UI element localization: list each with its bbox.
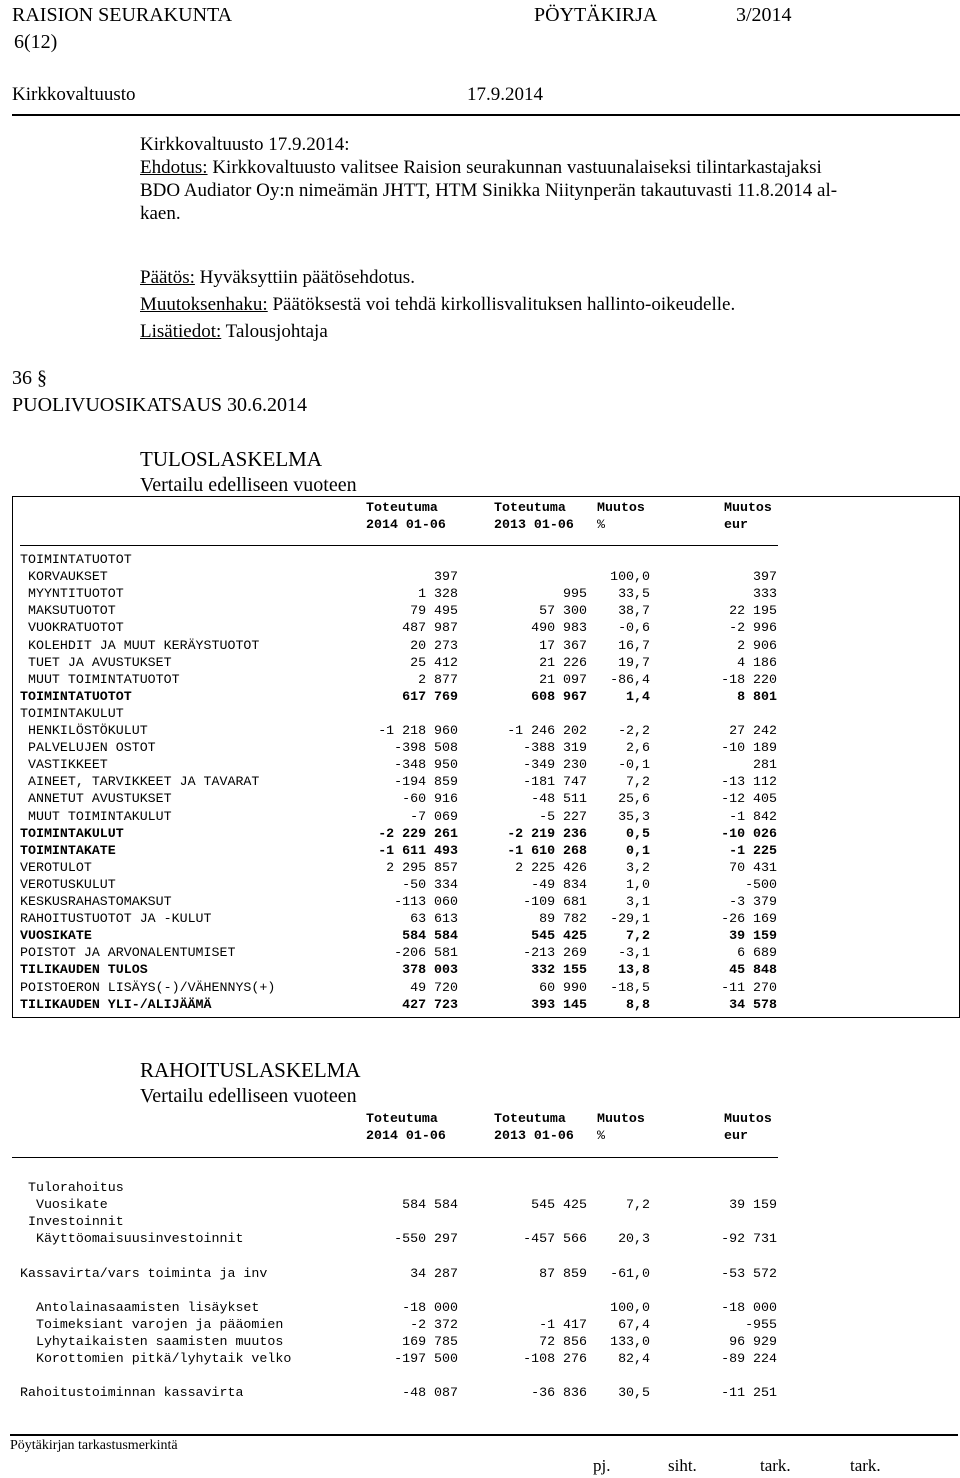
- doc-number: 3/2014: [736, 4, 792, 26]
- cashflow-row: [20, 1266, 780, 1283]
- value-2013-cell: 490 983: [531, 620, 587, 636]
- signature-examiner-2: tark.: [850, 1456, 881, 1475]
- value-2013-cell: -349 230: [523, 757, 587, 773]
- income-header-rule: [20, 545, 778, 546]
- change-percent-cell: -29,1: [610, 911, 650, 927]
- change-eur-cell: 4 186: [737, 654, 777, 670]
- decision-label: Päätös:: [140, 267, 195, 288]
- signature-examiner-1: tark.: [760, 1456, 791, 1475]
- proposal-line-3: kaen.: [140, 203, 181, 224]
- change-eur-cell: 70 431: [729, 859, 777, 875]
- change-eur-cell: 39 159: [729, 1197, 777, 1213]
- change-percent-cell: 38,7: [618, 603, 650, 619]
- label-cell: PALVELUJEN OSTOT: [20, 740, 156, 756]
- value-2014-cell: -2 372: [410, 1316, 458, 1332]
- footer-label: Pöytäkirjan tarkastusmerkintä: [10, 1438, 178, 1453]
- value-2014-cell: -348 950: [394, 757, 458, 773]
- change-eur-cell: -3 379: [729, 894, 777, 909]
- income-table-body: [20, 552, 780, 1012]
- label-cell: Tulorahoitus: [20, 1180, 124, 1195]
- cashflow-col-a2: 2014 01-06: [366, 1128, 446, 1143]
- cashflow-header-rule: [12, 1157, 778, 1158]
- change-percent-cell: 3,2: [626, 859, 650, 875]
- value-2014-cell: -2 229 261: [378, 825, 458, 841]
- income-subtitle: Vertailu edelliseen vuoteen: [140, 474, 357, 496]
- label-cell: HENKILÖSTÖKULUT: [20, 723, 148, 738]
- change-eur-cell: -89 224: [721, 1351, 777, 1366]
- info-text: Talousjohtaja: [221, 321, 328, 342]
- income-row: [20, 809, 780, 826]
- value-2014-cell: -194 859: [394, 774, 458, 790]
- change-percent-cell: 100,0: [610, 569, 650, 585]
- label-cell: TILIKAUDEN YLI-/ALIJÄÄMÄ: [20, 996, 212, 1012]
- value-2014-cell: 1 328: [418, 586, 458, 602]
- change-percent-cell: 8,8: [626, 996, 650, 1012]
- cashflow-col-b1: Toteutuma: [494, 1111, 566, 1126]
- value-2014-cell: 427 723: [402, 996, 458, 1012]
- value-2013-cell: 995: [563, 586, 587, 602]
- value-2014-cell: -398 508: [394, 740, 458, 756]
- income-col-d1: Muutos: [724, 500, 772, 515]
- income-row: [20, 928, 780, 945]
- label-cell: Antolainasaamisten lisäykset: [20, 1299, 260, 1315]
- value-2013-cell: 393 145: [531, 996, 587, 1012]
- page-number: 6(12): [14, 31, 58, 53]
- label-cell: MUUT TOIMINTATUOTOT: [20, 671, 180, 687]
- income-row: [20, 569, 780, 586]
- change-percent-cell: 7,2: [626, 774, 650, 790]
- cashflow-col-p2: %: [597, 1128, 605, 1143]
- value-2014-cell: -60 916: [402, 791, 458, 807]
- value-2014-cell: 20 273: [410, 637, 458, 653]
- meeting-ref: Kirkkovaltuusto 17.9.2014:: [140, 134, 350, 155]
- section-title: PUOLIVUOSIKATSAUS 30.6.2014: [12, 394, 308, 416]
- change-eur-cell: -18 220: [721, 671, 777, 687]
- change-percent-cell: 33,5: [618, 586, 650, 602]
- cashflow-subtitle: Vertailu edelliseen vuoteen: [140, 1085, 357, 1107]
- doc-type: PÖYTÄKIRJA: [534, 4, 658, 26]
- cashflow-row: [20, 1368, 780, 1385]
- income-col-p2: %: [597, 517, 605, 532]
- value-2013-cell: 21 226: [539, 654, 587, 670]
- label-cell: Korottomien pitkä/lyhytaik velko: [20, 1351, 292, 1366]
- value-2013-cell: -108 276: [523, 1351, 587, 1366]
- value-2013-cell: 72 856: [539, 1333, 587, 1349]
- change-eur-cell: -11 270: [721, 979, 777, 995]
- value-2013-cell: 57 300: [539, 603, 587, 619]
- appeal-line: [140, 294, 735, 316]
- income-row: [20, 620, 780, 637]
- value-2014-cell: 617 769: [402, 688, 458, 704]
- cashflow-row: [20, 1385, 780, 1402]
- value-2014-cell: 584 584: [402, 1197, 458, 1213]
- label-cell: Vuosikate: [20, 1197, 108, 1213]
- cashflow-row: [20, 1197, 780, 1214]
- income-row: [20, 655, 780, 672]
- income-row: [20, 911, 780, 928]
- cashflow-title: RAHOITUSLASKELMA: [140, 1058, 361, 1082]
- income-row: [20, 638, 780, 655]
- label-cell: VEROTUSKULUT: [20, 876, 116, 892]
- change-percent-cell: 0,5: [626, 825, 650, 841]
- label-cell: KESKUSRAHASTOMAKSUT: [20, 894, 172, 909]
- income-row: [20, 980, 780, 997]
- value-2014-cell: -50 334: [402, 876, 458, 892]
- proposal-text-1: Kirkkovaltuusto valitsee Raision seurakunnan vastuunalaiseksi tilintarkastajaksi: [207, 157, 822, 178]
- change-percent-cell: -86,4: [610, 671, 650, 687]
- signature-secretary: siht.: [668, 1456, 697, 1475]
- header-body: Kirkkovaltuusto: [12, 84, 136, 105]
- value-2013-cell: 545 425: [531, 1197, 587, 1213]
- income-col-d2: eur: [724, 517, 748, 532]
- footer-rule: [10, 1434, 958, 1436]
- income-row: [20, 962, 780, 979]
- cashflow-row: [20, 1180, 780, 1197]
- value-2013-cell: -1 610 268: [507, 842, 587, 858]
- change-percent-cell: 7,2: [626, 1197, 650, 1213]
- value-2014-cell: -18 000: [402, 1299, 458, 1315]
- change-eur-cell: -10 026: [721, 825, 777, 841]
- cashflow-col-d2: eur: [724, 1128, 748, 1143]
- change-eur-cell: 333: [753, 586, 777, 602]
- change-eur-cell: -11 251: [721, 1385, 777, 1401]
- change-eur-cell: -12 405: [721, 791, 777, 807]
- label-cell: RAHOITUSTUOTOT JA -KULUT: [20, 911, 212, 927]
- change-percent-cell: -2,2: [618, 723, 650, 738]
- label-cell: MYYNTITUOTOT: [20, 586, 124, 602]
- value-2014-cell: -48 087: [402, 1385, 458, 1401]
- change-eur-cell: -955: [745, 1316, 777, 1332]
- value-2014-cell: -550 297: [394, 1231, 458, 1247]
- cashflow-row: [20, 1231, 780, 1248]
- label-cell: TUET JA AVUSTUKSET: [20, 654, 172, 670]
- value-2014-cell: -113 060: [394, 894, 458, 909]
- value-2013-cell: -1 246 202: [507, 723, 587, 738]
- cashflow-col-b2: 2013 01-06: [494, 1128, 574, 1143]
- value-2014-cell: 49 720: [410, 979, 458, 995]
- change-eur-cell: 6 689: [737, 945, 777, 961]
- change-eur-cell: 22 195: [729, 603, 777, 619]
- label-cell: TOIMINTAKULUT: [20, 705, 124, 721]
- label-cell: VASTIKKEET: [20, 757, 108, 773]
- value-2014-cell: 397: [434, 569, 458, 585]
- value-2013-cell: 21 097: [539, 671, 587, 687]
- signature-chair: pj.: [593, 1456, 611, 1475]
- label-cell: Rahoitustoiminnan kassavirta: [20, 1385, 244, 1401]
- label-cell: VUOKRATUOTOT: [20, 620, 124, 636]
- change-eur-cell: 2 906: [737, 637, 777, 653]
- change-percent-cell: 1,4: [626, 688, 650, 704]
- value-2013-cell: 60 990: [539, 979, 587, 995]
- value-2014-cell: -7 069: [410, 808, 458, 824]
- income-col-b2: 2013 01-06: [494, 517, 574, 532]
- value-2013-cell: -109 681: [523, 894, 587, 909]
- value-2014-cell: 2 295 857: [386, 859, 458, 875]
- value-2013-cell: -181 747: [523, 774, 587, 790]
- income-title: TULOSLASKELMA: [140, 447, 322, 471]
- income-row: [20, 723, 780, 740]
- header-date: 17.9.2014: [467, 84, 543, 105]
- income-col-b1: Toteutuma: [494, 500, 566, 515]
- label-cell: POISTOERON LISÄYS(-)/VÄHENNYS(+): [20, 979, 276, 995]
- change-percent-cell: -3,1: [618, 945, 650, 961]
- change-eur-cell: 39 159: [729, 928, 777, 944]
- label-cell: Toimeksiant varojen ja pääomien: [20, 1316, 284, 1332]
- change-percent-cell: -0,6: [618, 620, 650, 636]
- change-percent-cell: -0,1: [618, 757, 650, 773]
- change-percent-cell: 133,0: [610, 1333, 650, 1349]
- change-percent-cell: 82,4: [618, 1351, 650, 1366]
- income-row: [20, 603, 780, 620]
- label-cell: MAKSUTUOTOT: [20, 603, 116, 619]
- value-2013-cell: -49 834: [531, 876, 587, 892]
- change-percent-cell: 1,0: [626, 876, 650, 892]
- label-cell: KOLEHDIT JA MUUT KERÄYSTUOTOT: [20, 637, 260, 653]
- change-percent-cell: 19,7: [618, 654, 650, 670]
- cashflow-row: [20, 1248, 780, 1265]
- decision-text: Hyväksyttiin päätösehdotus.: [194, 267, 415, 288]
- change-percent-cell: -61,0: [610, 1265, 650, 1281]
- label-cell: Käyttöomaisuusinvestoinnit: [20, 1231, 244, 1247]
- cashflow-col-a1: Toteutuma: [366, 1111, 438, 1126]
- value-2014-cell: -1 218 960: [378, 723, 458, 738]
- label-cell: POISTOT JA ARVONALENTUMISET: [20, 945, 236, 961]
- value-2013-cell: -213 269: [523, 945, 587, 961]
- label-cell: TILIKAUDEN TULOS: [20, 962, 148, 978]
- value-2013-cell: -48 511: [531, 791, 587, 807]
- value-2014-cell: 378 003: [402, 962, 458, 978]
- cashflow-col-p1: Muutos: [597, 1111, 645, 1126]
- value-2014-cell: -1 611 493: [378, 842, 458, 858]
- label-cell: TOIMINTATUOTOT: [20, 552, 132, 567]
- org-name: RAISION SEURAKUNTA: [12, 4, 233, 26]
- value-2014-cell: 487 987: [402, 620, 458, 636]
- cashflow-row: [20, 1317, 780, 1334]
- change-eur-cell: 27 242: [729, 723, 777, 738]
- income-row: [20, 757, 780, 774]
- value-2013-cell: -5 227: [539, 808, 587, 824]
- income-col-p1: Muutos: [597, 500, 645, 515]
- value-2014-cell: 169 785: [402, 1333, 458, 1349]
- cashflow-row: [20, 1300, 780, 1317]
- value-2013-cell: 2 225 426: [515, 859, 587, 875]
- change-eur-cell: 8 801: [737, 688, 777, 704]
- income-row: [20, 791, 780, 808]
- label-cell: TOIMINTAKULUT: [20, 825, 124, 841]
- value-2013-cell: 89 782: [539, 911, 587, 927]
- change-eur-cell: 45 848: [729, 962, 777, 978]
- label-cell: Lyhytaikaisten saamisten muutos: [20, 1333, 284, 1349]
- proposal-label: Ehdotus:: [140, 157, 208, 178]
- label-cell: Investoinnit: [20, 1214, 124, 1230]
- value-2014-cell: -197 500: [394, 1351, 458, 1366]
- income-row: [20, 672, 780, 689]
- value-2013-cell: -1 417: [539, 1316, 587, 1332]
- income-col-a2: 2014 01-06: [366, 517, 446, 532]
- label-cell: Kassavirta/vars toiminta ja inv: [20, 1265, 268, 1281]
- section-number: 36 §: [12, 367, 47, 389]
- change-percent-cell: 13,8: [618, 962, 650, 978]
- value-2013-cell: 17 367: [539, 637, 587, 653]
- change-eur-cell: 34 578: [729, 996, 777, 1012]
- label-cell: VEROTULOT: [20, 859, 92, 875]
- label-cell: TOIMINTATUOTOT: [20, 688, 132, 704]
- change-percent-cell: 20,3: [618, 1231, 650, 1247]
- change-percent-cell: 35,3: [618, 808, 650, 824]
- label-cell: VUOSIKATE: [20, 928, 92, 944]
- proposal-line-1: [140, 157, 822, 179]
- income-row: [20, 826, 780, 843]
- value-2014-cell: 63 613: [410, 911, 458, 927]
- change-percent-cell: 7,2: [626, 928, 650, 944]
- cashflow-row: [20, 1351, 780, 1368]
- label-cell: KORVAUKSET: [20, 569, 108, 585]
- value-2013-cell: 332 155: [531, 962, 587, 978]
- change-percent-cell: 3,1: [626, 894, 650, 909]
- change-eur-cell: -18 000: [721, 1299, 777, 1315]
- change-eur-cell: -10 189: [721, 740, 777, 756]
- change-eur-cell: -26 169: [721, 911, 777, 927]
- cashflow-table-body: [20, 1180, 780, 1400]
- change-eur-cell: 281: [753, 757, 777, 773]
- label-cell: ANNETUT AVUSTUKSET: [20, 791, 172, 807]
- value-2013-cell: -457 566: [523, 1231, 587, 1247]
- change-eur-cell: -2 996: [729, 620, 777, 636]
- income-row: [20, 774, 780, 791]
- change-eur-cell: -13 112: [721, 774, 777, 790]
- change-eur-cell: -1 225: [729, 842, 777, 858]
- income-row: [20, 552, 780, 569]
- change-eur-cell: -1 842: [729, 808, 777, 824]
- income-row: [20, 740, 780, 757]
- value-2014-cell: -206 581: [394, 945, 458, 961]
- value-2013-cell: -36 836: [531, 1385, 587, 1401]
- change-eur-cell: -500: [745, 876, 777, 892]
- change-percent-cell: 2,6: [626, 740, 650, 756]
- value-2013-cell: -388 319: [523, 740, 587, 756]
- value-2013-cell: 545 425: [531, 928, 587, 944]
- change-eur-cell: -92 731: [721, 1231, 777, 1247]
- income-col-a1: Toteutuma: [366, 500, 438, 515]
- cashflow-row: [20, 1283, 780, 1300]
- value-2013-cell: 608 967: [531, 688, 587, 704]
- value-2013-cell: -2 219 236: [507, 825, 587, 841]
- label-cell: MUUT TOIMINTAKULUT: [20, 808, 172, 824]
- decision-line: [140, 267, 415, 289]
- change-percent-cell: 25,6: [618, 791, 650, 807]
- income-row: [20, 843, 780, 860]
- value-2014-cell: 2 877: [418, 671, 458, 687]
- cashflow-col-d1: Muutos: [724, 1111, 772, 1126]
- change-eur-cell: -53 572: [721, 1265, 777, 1281]
- income-row: [20, 706, 780, 723]
- change-percent-cell: 16,7: [618, 637, 650, 653]
- value-2013-cell: 87 859: [539, 1265, 587, 1281]
- proposal-line-2: BDO Audiator Oy:n nimeämän JHTT, HTM Sinikka Niitynperän takautuvasti 11.8.2014 al-: [140, 180, 838, 201]
- income-row: [20, 997, 780, 1014]
- change-percent-cell: 30,5: [618, 1385, 650, 1401]
- change-percent-cell: 67,4: [618, 1316, 650, 1332]
- change-eur-cell: 397: [753, 569, 777, 585]
- label-cell: TOIMINTAKATE: [20, 842, 116, 858]
- cashflow-row: [20, 1334, 780, 1351]
- label-cell: AINEET, TARVIKKEET JA TAVARAT: [20, 774, 260, 790]
- income-row: [20, 689, 780, 706]
- cashflow-row: [20, 1214, 780, 1231]
- income-row: [20, 894, 780, 911]
- info-label: Lisätiedot:: [140, 321, 222, 342]
- change-percent-cell: 100,0: [610, 1299, 650, 1315]
- value-2014-cell: 79 495: [410, 603, 458, 619]
- info-line: [140, 321, 328, 343]
- appeal-label: Muutoksenhaku:: [140, 294, 268, 315]
- income-row: [20, 586, 780, 603]
- change-eur-cell: 96 929: [729, 1333, 777, 1349]
- appeal-text: Päätöksestä voi tehdä kirkollisvalituksen hallinto-oikeudelle.: [267, 294, 736, 315]
- income-row: [20, 860, 780, 877]
- header-rule: [12, 114, 960, 116]
- value-2014-cell: 584 584: [402, 928, 458, 944]
- income-row: [20, 945, 780, 962]
- income-row: [20, 877, 780, 894]
- change-percent-cell: -18,5: [610, 979, 650, 995]
- value-2014-cell: 34 287: [410, 1265, 458, 1281]
- change-percent-cell: 0,1: [626, 842, 650, 858]
- value-2014-cell: 25 412: [410, 654, 458, 670]
